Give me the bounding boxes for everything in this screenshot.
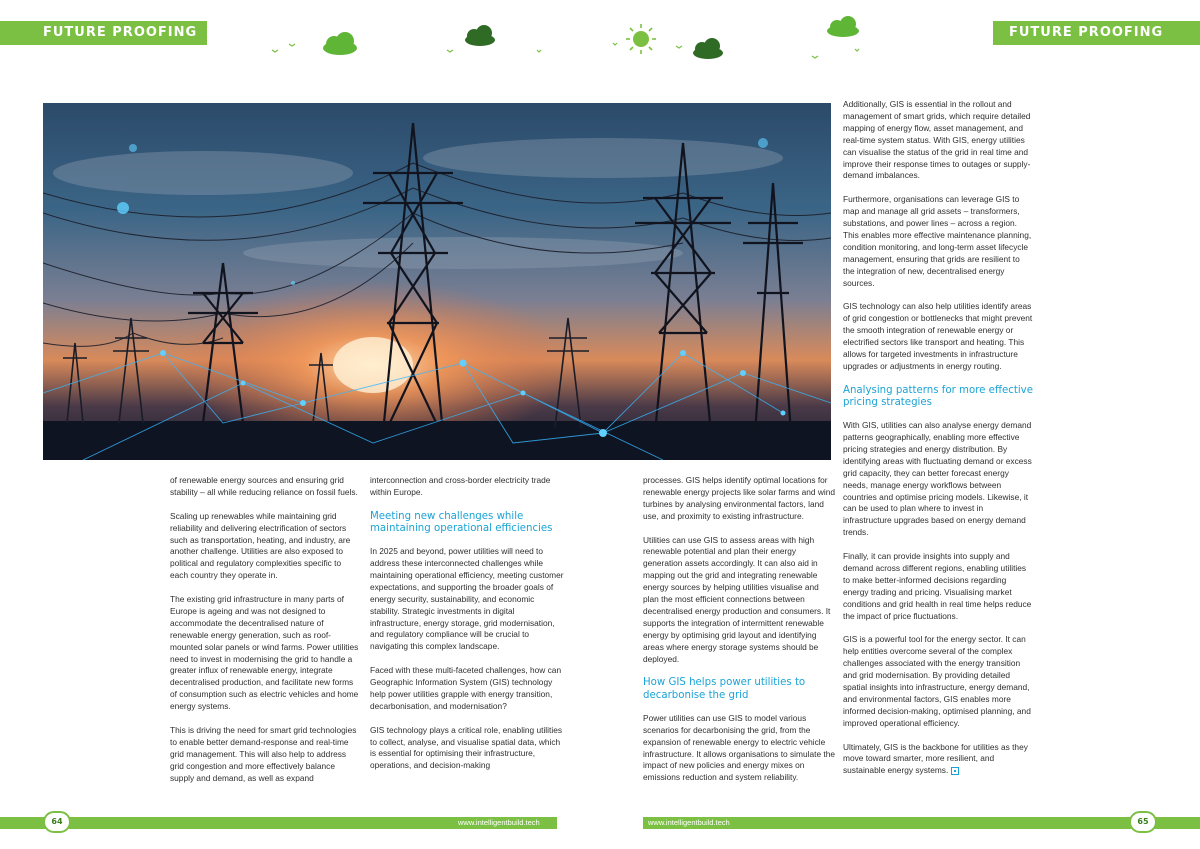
page-number-left: 64 <box>43 811 71 833</box>
paragraph: Furthermore, organisations can leverage GIS to map and manage all grid assets – transformers, substations, and power lines – across a region. This enables more effective maintenance planning, condition monitoring, and long-term asset lifecycle management, ensuring that grids are resilient to the integration of new, decentralised energy sources. <box>843 194 1032 288</box>
footer-url-right[interactable]: www.intelligentbuild.tech <box>648 818 730 827</box>
paragraph: GIS technology plays a critical role, enabling utilities to collect, analyse, and visualise spatial data, which is essential for optimising their infrastructure, operations, and decision-making <box>370 724 563 771</box>
page-number-right: 65 <box>1129 811 1157 833</box>
paragraph: Power utilities can use GIS to model various scenarios for decarbonising the grid, from the expansion of renewable energy to electric vehicle infrastructure. It allows organisations to simulate the impact of new policies and energy mixes on emissions reduction and system reliability. <box>643 712 835 783</box>
section-header-right: FUTURE PROOFING <box>993 21 1200 45</box>
paragraph: GIS is a powerful tool for the energy sector. It can help entities overcome several of the complex challenges associated with the energy transition and grid modernisation. By providing detailed spatial insights into infrastructure, energy demand, and environmental factors, GIS enables more informed decision-making, optimised planning, and improved operational efficiency. <box>843 634 1031 728</box>
section-heading: How GIS helps power utilities to decarbonise the grid <box>643 677 806 701</box>
paragraph: Faced with these multi-faceted challenges, how can Geographic Information System (GIS) technology help power utilities grapple with energy transition, decarbonisation, and modernisation? <box>370 665 562 711</box>
footer-url-left[interactable]: www.intelligentbuild.tech <box>458 818 540 827</box>
article-column-3 <box>643 475 835 796</box>
paragraph: The existing grid infrastructure in many parts of Europe is ageing and was not designed to accommodate the decentralised nature of renewable energy generation, such as roof-mounted solar panels or wind farms. Power utilities need to invest in modernising the grid to handle a greater influx of renewable energy, integrate decentralised production, and facilitate new forms of consumption such as electric vehicles and home energy systems. <box>170 594 359 712</box>
section-heading: Meeting new challenges while maintaining operational efficiencies <box>370 510 553 534</box>
paragraph-final-text: Ultimately, GIS is the backbone for utilities as they move toward smarter, more resilient, and sustainable energy systems. <box>843 741 1028 776</box>
header-decorations <box>0 0 1200 70</box>
paragraph: Additionally, GIS is essential in the rollout and management of smart grids, which require detailed mapping of energy flow, asset management, and real-time system status. With GIS, energy utilities can visualise the status of the grid in real time and improve their response times to outages or supply-demand imbalances. <box>843 99 1031 181</box>
section-header-left: FUTURE PROOFING <box>0 21 207 45</box>
sun-icon <box>0 0 1200 70</box>
article-column-1 <box>170 475 360 796</box>
paragraph: GIS technology can also help utilities identify areas of grid congestion or bottlenecks that might prevent the smooth integration of renewable energy or electrified sectors like transport and heating. This allows for targeted investments in infrastructure upgrades or adjustments in energy routing. <box>843 301 1033 371</box>
paragraph: With GIS, utilities can also analyse energy demand patterns geographically, enabling more effective pricing strategies and energy distribution. By identifying areas with fluctuating demand or excess grid capacity, they can better forecast energy needs, manage energy workflows between countries and optimise pricing models. Likewise, it can be used to plan where to invest in infrastructure upgrades based on energy demand trends. <box>843 420 1032 538</box>
paragraph-final <box>843 742 1033 778</box>
paragraph: processes. GIS helps identify optimal locations for renewable energy projects like solar farms and wind turbines by analysing environmental factors, land use, and proximity to existing infrastructure. <box>643 475 835 521</box>
paragraph: Utilities can use GIS to assess areas with high renewable potential and plan their energy generation assets accordingly. It can also aid in mapping out the grid and integrating renewable energy sources by helping utilities visualise and plan the most efficient connections between decentralised energy production and consumers. It supports the integration of intermittent renewable energy by optimising grid layout and identifying areas where energy storage systems should be deployed. <box>643 534 831 664</box>
paragraph: interconnection and cross-border electricity trade within Europe. <box>370 475 551 497</box>
paragraph: Finally, it can provide insights into supply and demand across different regions, enabling utilities to make better-informed decisions regarding energy trading and pricing. Visualising market conditions and grid health in real time helps reduce the impact of price fluctuations. <box>843 551 1032 621</box>
paragraph: Scaling up renewables while maintaining grid reliability and delivering electrification of sectors such as transportation, heating, and industry, are another challenge. Utilities are also exposed to political and regulatory complexities specific to each country they operate in. <box>170 510 351 581</box>
section-heading: Analysing patterns for more effective pricing strategies <box>843 384 1033 408</box>
power-pylons-image <box>43 103 831 460</box>
article-column-4 <box>843 99 1033 789</box>
paragraph: of renewable energy sources and ensuring grid stability – all while reducing reliance on fossil fuels. <box>170 475 358 497</box>
article-column-2 <box>370 475 565 784</box>
paragraph: This is driving the need for smart grid technologies to enable better demand-response and real-time grid management. This will also help to address grid congestion and more effectively balance supply and demand, as well as expand <box>170 724 357 783</box>
paragraph: In 2025 and beyond, power utilities will need to address these interconnected challenges while maintaining operational efficiency, meeting customer expectations, and supporting the broader goals of energy security, sustainability, and economic stability. Strategic investments in digital infrastructure, energy storage, grid modernisation, and regulatory compliance will be crucial to navigating this complex landscape. <box>370 546 564 652</box>
end-of-article-icon <box>951 767 959 775</box>
